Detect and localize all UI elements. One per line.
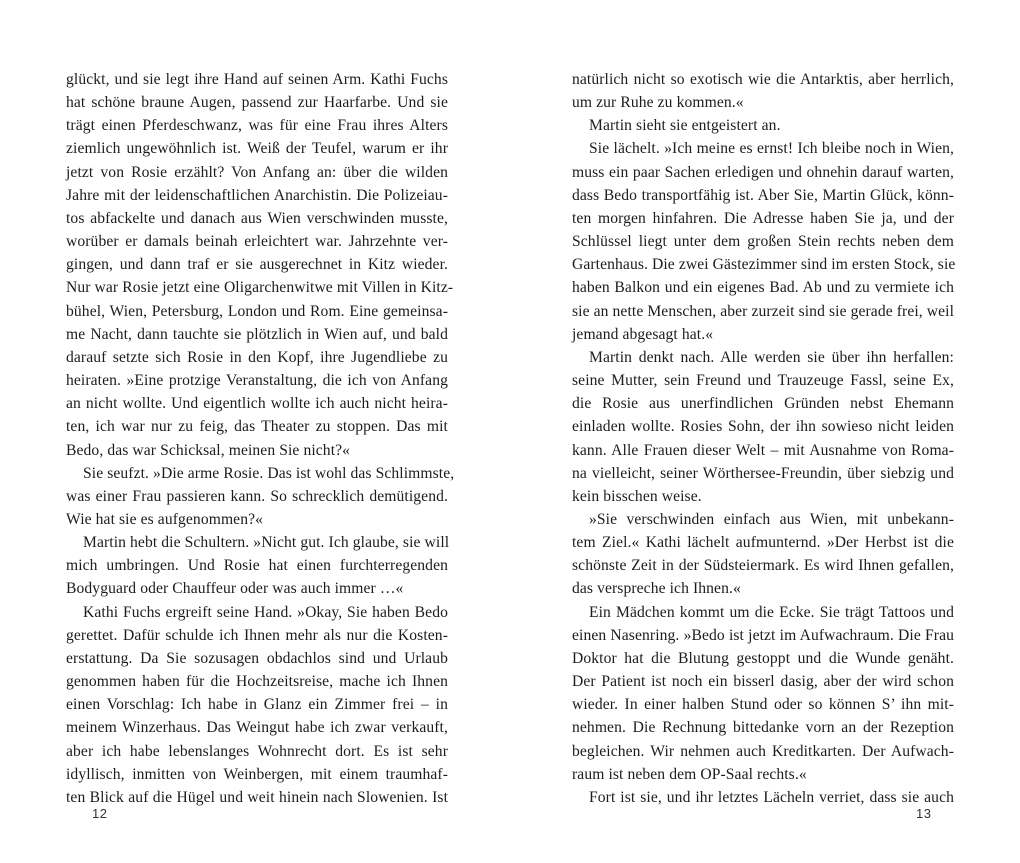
text-line: mich umbringen. Und Rosie hat einen furchterregenden [66, 557, 448, 575]
right-page-text [572, 68, 954, 809]
text-line: muss ein paar Sachen erledigen und ohnehin darauf warten, [572, 163, 954, 181]
text-line: haben Balkon und ein eigenes Bad. Ab und zu vermiete ich [572, 279, 954, 297]
text-line: ziemlich ungewöhnlich ist. Weiß der Teufel, warum er ihr [66, 140, 448, 158]
text-line: das verspreche ich Ihnen.« [572, 580, 741, 598]
text-line: glückt, und sie legt ihre Hand auf seinen Arm. Kathi Fuchs [66, 71, 448, 88]
right-page-number: 13 [916, 806, 932, 821]
left-page-number: 12 [92, 806, 108, 821]
text-line: na vielleicht, seiner Wörthersee-Freundin, über siebzig und [572, 464, 954, 482]
text-line: schönste Zeit in der Südsteiermark. Es wird Ihnen gefallen, [572, 557, 954, 575]
text-line: Bedo, das war Schicksal, meinen Sie nicht?« [66, 441, 351, 459]
text-line: was einer Frau passieren kann. So schrecklich demütigend. [66, 487, 448, 505]
text-line: darauf setzte sich Rosie in den Kopf, ihre Jugendliebe zu [66, 348, 448, 366]
text-line: einen Vorschlag: Ich habe in Glanz ein Zimmer frei – in [66, 696, 448, 714]
text-line: ten, ich war nur zu feig, das Theater zu stoppen. Das mit [66, 418, 448, 436]
text-line: raum ist neben dem OP-Saal rechts.« [572, 765, 807, 783]
text-line: Martin sieht sie entgeistert an. [589, 117, 781, 135]
text-line: ten Blick auf die Hügel und weit hinein nach Slowenien. Ist [66, 788, 448, 806]
text-line: die Rosie aus unerfindlichen Gründen nebst Ehemann [572, 395, 954, 413]
text-line: seine Mutter, sein Freund und Trauzeuge Fassl, seine Ex, [572, 372, 954, 390]
text-line: worüber er damals beinah erleichtert war. Jahrzehnte ver- [66, 233, 448, 251]
text-line: Der Patient ist noch ein bisserl dasig, aber der wird schon [572, 673, 954, 691]
text-line: jemand abgesagt hat.« [572, 325, 714, 343]
text-line: begleichen. Wir nehmen auch Kreditkarten. Der Aufwach- [572, 742, 954, 760]
text-line: ten morgen hinfahren. Die Adresse haben Sie ja, und der [572, 209, 954, 227]
text-line: meinem Winzerhaus. Das Weingut habe ich zwar verkauft, [66, 719, 448, 737]
text-line: gingen, und dann traf er sie ausgerechnet in Kitz wieder. [66, 256, 448, 274]
text-line: Doktor hat die Blutung gestoppt und die Wunde genäht. [572, 649, 954, 667]
text-line: me Nacht, dann tauchte sie plötzlich in Wien auf, und bald [66, 325, 448, 343]
text-line: trägt einen Pferdeschwanz, was für eine Frau ihres Alters [66, 117, 448, 135]
text-line: wieder. In einer halben Stund oder so können S’ ihn mit- [572, 696, 954, 714]
text-line: einladen wollte. Rosies Sohn, der ihn sowieso nicht leiden [572, 418, 954, 436]
text-line: aber ich habe lebenslanges Wohnrecht dort. Es ist sehr [66, 742, 448, 760]
text-line: Martin denkt nach. Alle werden sie über ihn herfallen: [589, 348, 954, 366]
text-line: gerettet. Dafür schulde ich Ihnen mehr als nur die Kosten- [66, 626, 448, 644]
text-line: Sie seufzt. »Die arme Rosie. Das ist wohl das Schlimmste, [83, 464, 455, 482]
left-page [66, 68, 455, 809]
text-line: einen Nasenring. »Bedo ist jetzt im Aufwachraum. Die Frau [572, 626, 954, 644]
text-line: Nur war Rosie jetzt eine Oligarchenwitwe mit Villen in Kitz- [66, 279, 454, 297]
text-line: »Sie verschwinden einfach aus Wien, mit unbekann- [589, 510, 954, 528]
text-line: Gartenhaus. Die zwei Gästezimmer sind im ersten Stock, sie [572, 256, 956, 274]
text-line: kann. Alle Frauen dieser Welt – mit Ausnahme von Roma- [572, 441, 954, 459]
right-page [572, 68, 954, 809]
text-line: sie an nette Menschen, aber zurzeit sind sie gerade frei, weil [572, 302, 955, 320]
text-line: nehmen. Die Rechnung bittedanke vorn an der Rezeption [572, 719, 954, 737]
text-line: bühel, Wien, Petersburg, London und Rom. Eine gemeinsa- [66, 302, 448, 320]
text-line: Kathi Fuchs ergreift seine Hand. »Okay, Sie haben Bedo [83, 603, 448, 621]
text-line: Schlüssel liegt unter dem großen Stein rechts neben dem [572, 233, 954, 251]
text-line: Jahre mit der leidenschaftlichen Anarchistin. Die Polizeiau- [66, 186, 448, 204]
text-line: an nicht wollte. Und eigentlich wollte ich auch nicht heira- [66, 395, 448, 413]
text-line: idyllisch, inmitten von Weinbergen, mit einem traumhaf- [66, 765, 448, 783]
text-line: Fort ist sie, und ihr letztes Lächeln verriet, dass sie auch [589, 788, 954, 806]
text-line: erstattung. Da Sie sozusagen obdachlos sind und Urlaub [66, 649, 448, 667]
text-line: hat schöne braune Augen, passend zur Haarfarbe. Und sie [66, 94, 448, 112]
text-line: genommen haben für die Hochzeitsreise, mache ich Ihnen [66, 673, 448, 691]
text-line: natürlich nicht so exotisch wie die Antarktis, aber herrlich, [572, 71, 954, 88]
text-line: Ein Mädchen kommt um die Ecke. Sie trägt Tattoos und [589, 603, 954, 621]
text-line: dass Bedo transportfähig ist. Aber Sie, Martin Glück, könn- [572, 186, 954, 204]
text-line: Wie hat sie es aufgenommen?« [66, 510, 264, 528]
text-line: um zur Ruhe zu kommen.« [572, 94, 744, 112]
text-line: Sie lächelt. »Ich meine es ernst! Ich bleibe noch in Wien, [589, 140, 954, 158]
text-line: heiraten. »Eine protzige Veranstaltung, die ich von Anfang [66, 372, 448, 390]
left-page-text [66, 68, 455, 809]
text-line: tem Ziel.« Kathi lächelt aufmunternd. »Der Herbst ist die [572, 534, 954, 552]
text-line: jetzt von Rosie erzählt? Von Anfang an: über die wilden [66, 163, 448, 181]
text-line: Bodyguard oder Chauffeur oder was auch immer …« [66, 580, 404, 598]
text-line: Martin hebt die Schultern. »Nicht gut. Ich glaube, sie will [83, 534, 450, 552]
text-line: kein bisschen weise. [572, 487, 702, 505]
text-line: tos abfackelte und danach aus Wien verschwinden musste, [66, 209, 448, 227]
